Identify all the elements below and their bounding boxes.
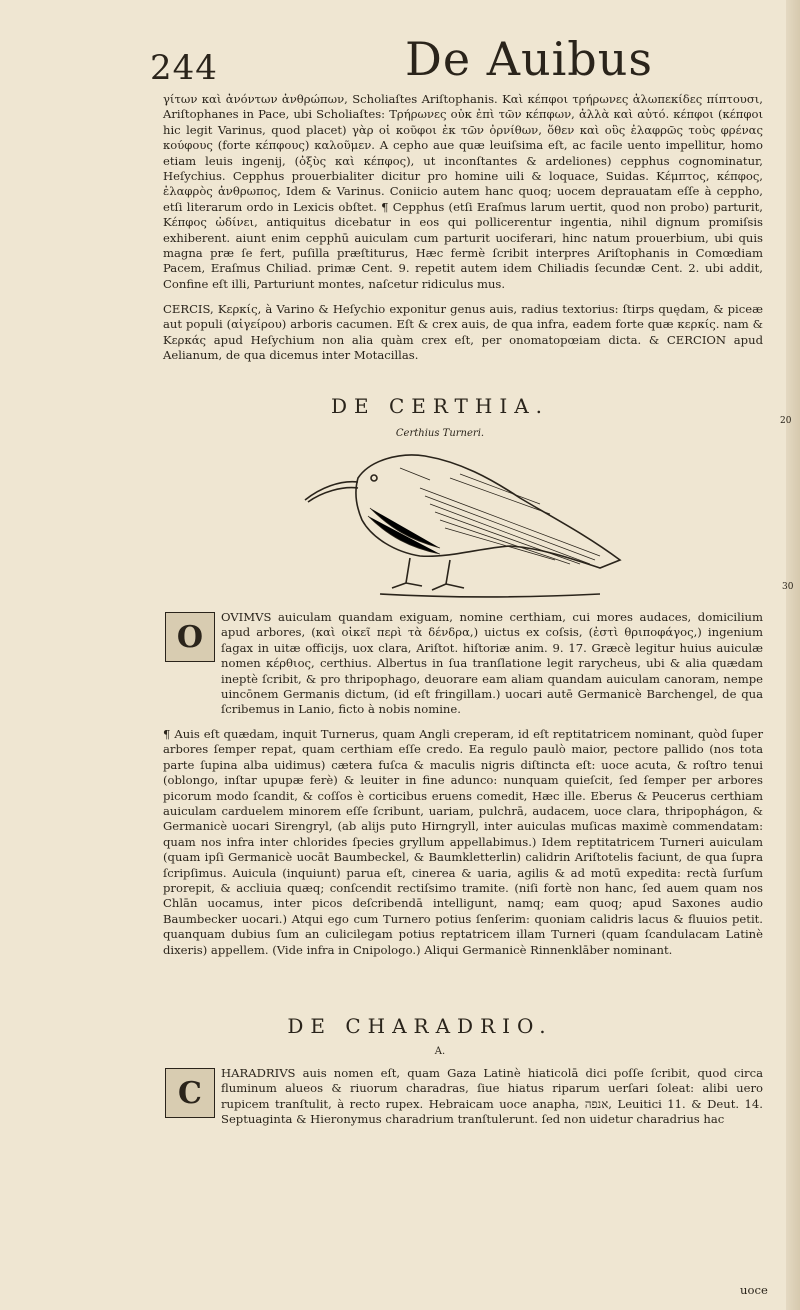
section-title-certhia: DE CERTHIA.	[330, 394, 550, 418]
paragraph-text: OVIMVS auiculam quandam exiguam, nomine certhiam, cui mores audaces, domicilium apud arbores, (καὶ οἰκεῖ περὶ τὰ δένδρα,) uictus ex coſsis, (ἐστὶ θριποφάγος,) ingenium ſagax in uitæ officijs, uox clara, Ariſtot. hiſtoriæ anim. 9. 17. Græcè legitur huius auiculæ nomen κέρθιος, certhius. Albertus in ſua tranſlatione legit rarycheus, ubi & alia quædam ineptè ſcribit, & pro thripophago, deuorare eam aliam quandam auiculam canoram, nempe uincōnem Germanis dictum, (id eſt fringillam.) uocari autē Germanicè Barchengel, de qua ſcribemus in Lanio, ficto à nobis nomine.	[221, 610, 763, 717]
figure-caption: Certhius Turneri.	[395, 428, 485, 439]
decorated-initial: O	[165, 612, 215, 662]
paragraph-charadrius	[163, 1066, 763, 1128]
page-number: 244	[150, 48, 218, 88]
certhia-woodcut-illustration	[300, 448, 630, 603]
paragraph-text: HARADRIVS auis nomen eſt, quam Gaza Latinè hiaticolā dici poſſe ſcribit, quod circa fluminum alueos & riuorum charadras, ſiue hiatus riparum uerſari ſoleat: alibi uero rupicem tranſtulit, à recto rupex. Hebraicam uoce anapha, אנפה, Leuitici 11. & Deut. 14. Septuaginta & Hieronymus charadrium tranſtulerunt. ſed non uidetur charadrius hac	[221, 1066, 763, 1127]
margin-number: 30	[782, 582, 794, 592]
section-subheading: A.	[434, 1046, 446, 1057]
paragraph-cepphus	[163, 92, 763, 292]
paragraph-certhia-description	[163, 610, 763, 718]
margin-number: 20	[780, 416, 792, 426]
paragraph-text: ¶ Auis eſt quædam, inquit Turnerus, quam Angli creperam, id eſt reptitatricem nominant, quòd ſuper arbores ſemper repat, quam certhiam eſſe credo. Ea regulo paulò maior, pectore pallido (nos tota parte ſupina alba uidimus) cætera fuſca & maculis nigris diſtincta eſt: uoce acuta, & roſtro tenui (oblongo, inſtar upupæ ferè) & leuiter in fine adunco: nunquam quieſcit, ſed ſemper per arbores picorum modo ſcandit, & coſſos è corticibus eruens comedit, Hæc ille. Eberus & Peucerus certhiam auiculam carduelem minorem eſſe ſcribunt, uariam, pulchrā, audacem, uoce clara, thripophágon, & Germanicè uocari Sirengryl, (ab alijs puto Hirngryll, inter auiculas muſicas maximè commendatam: quam nos infra inter chlorides ſpecies gryllum appellabimus.) Idem reptitatricem Turneri auiculam (quam ipſi Germanicè uocāt Baumbeckel, & Baumkletterlin) calidrin Ariſtotelis faciunt, de qua ſupra ſcripſimus. Auicula (inquiunt) parua eſt, cinerea & uaria, agilis & ad motū expedita: rectà ſurſum prorepit, & accliuia quæq; conſcendit rectiſsimo tramite. (niſi fortè non hanc, ſed auem quam nos Chlān uocamus, inter picos deſcribendā intelligunt, namq; eam quoq; apud Saxones audio Baumbecker uocari.) Atqui ego cum Turnero potius ſenſerim: quoniam calidris lacus & fluuios petit. quanquam dubius ſum an culicilegam potius reptatricem illam Turneri (quam ſcandulacam Latinè dixeris) appellem. (Vide infra in Cnipologo.) Aliqui Germanicè Rinnenklāber nominant.	[163, 727, 763, 957]
paragraph-text: CERCIS, Κερκίς, à Varino & Heſychio exponitur genus auis, radius textorius: ſtirps quędam, & piceæ aut populi (αἰγείρου) arboris cacumen. Eſt & crex auis, de qua infra, eadem forte quæ κερκίς. nam & Κερκάς apud Heſychium non alia quàm crex eſt, per onomatopœiam dicta. & CERCION apud Aelianum, de qua dicemus inter Motacillas.	[163, 302, 763, 363]
paragraph-text: γίτων καὶ ἀνόντων ἀνθρώπων, Scholiaſtes Ariſtophanis. Καὶ κέπφοι τρήρωνες ἀλωπεκίδες πίπτουσι, Ariſtophanes in Pace, ubi Scholiaſtes: Τρήρωνες οὐκ ἐπὶ τῶν κέπφων, ἀλλὰ καὶ αὐτό. κέπφοι (κέπφοι hic legit Varinus, quod placet) γὰρ οἱ κοῦφοι ἐκ τῶν ὀρνίθων, ὅθεν καὶ οὓς ἐλαφρῶς τοὺς φρένας κούφους (forte κέπφους) καλοῦμεν. A cepho aue quæ leuiſsima eſt, ac facile uento impellitur, homo etiam leuis ingenij, (ὀξὺς καὶ κέπφος), ut inconſtantes & ardeliones) cepphus cognominatur, Heſychius. Cepphus prouerbialiter dicitur pro homine uili & loquace, Suidas. Κέμπτος, κέπφος, ἐλαφρὸς ἀνθρωπος, Idem & Varinus. Coniicio autem hanc quoq; uocem deprauatam eſſe à ceppho, etſi literarum ordo in Lexicis obſtet. ¶ Cepphus (etſi Eraſmus larum uertit, quod non probo) parturit, Κέπφος ὠδίνει, antiquitus dicebatur in eos qui pollicerentur ingentia, nihil dignum promiſsis exhiberent. aiunt enim cepphū auiculam cum parturit uociferari, hinc natum prouerbium, ubi quis magna præ ſe fert, puſilla præſtiturus, Hæc fermè ſcribit interpres Ariſtophanis in Comœdiam Pacem, Eraſmus Chiliad. primæ Cent. 9. repetit autem idem Chiliadis ſecundæ Cent. 2. ubi addit, Confine eſt illi, Parturiunt montes, naſcetur ridiculus mus.	[163, 92, 763, 291]
paragraph-turnerus	[163, 727, 763, 958]
section-title-charadrio: DE CHARADRIO.	[287, 1014, 553, 1038]
running-title: De Auibus	[405, 32, 653, 86]
decorated-initial: C	[165, 1068, 215, 1118]
page-header	[150, 30, 710, 90]
paragraph-cercis	[163, 302, 763, 364]
page-gutter	[786, 0, 800, 1310]
catchword: uoce	[740, 1283, 768, 1297]
